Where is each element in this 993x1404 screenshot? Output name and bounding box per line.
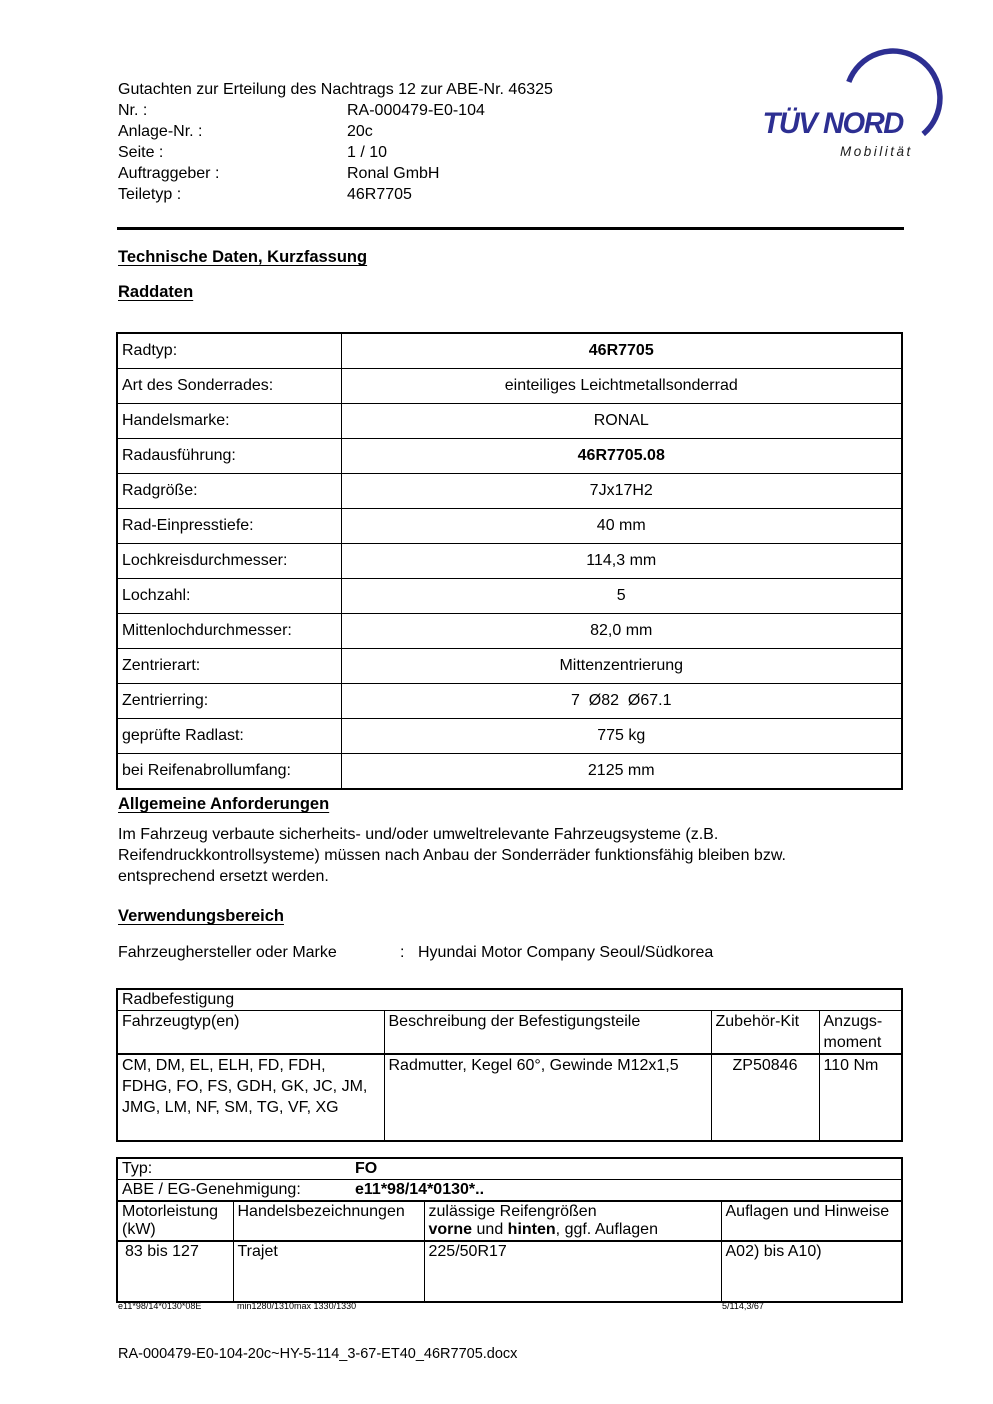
raddaten-label: Handelsmarke: — [117, 404, 341, 439]
raddaten-label: Art des Sonderrades: — [117, 369, 341, 404]
raddaten-label: Radausführung: — [117, 439, 341, 474]
heading-technische-daten: Technische Daten, Kurzfassung — [118, 248, 368, 266]
header-field-row — [118, 163, 553, 184]
col-header-fahrzeugtyp: Fahrzeugtyp(en) — [117, 1011, 384, 1055]
reifengroessen-line1: zulässige Reifengrößen — [428, 1203, 597, 1220]
radbefestigung-title-row — [117, 989, 902, 1011]
cell-handelsbezeichnung: Trajet — [233, 1241, 424, 1302]
radbefestigung-table — [116, 988, 903, 1142]
header-field-row — [118, 121, 553, 142]
raddaten-label: Zentrierart: — [117, 649, 341, 684]
raddaten-value: 7Jx17H2 — [341, 474, 902, 509]
paragraph-line: Im Fahrzeug verbaute sicherheits- und/oder umweltrelevante Fahrzeugsysteme (z.B. — [118, 826, 719, 843]
typ-row — [117, 1158, 902, 1180]
hersteller-separator: : — [400, 944, 405, 961]
raddaten-label: geprüfte Radlast: — [117, 719, 341, 754]
header-field-row — [118, 142, 553, 163]
col-header-anzugsmoment: Anzugs-moment — [819, 1011, 902, 1055]
raddaten-value: Mittenzentrierung — [341, 649, 902, 684]
cell-beschreibung: Radmutter, Kegel 60°, Gewinde M12x1,5 — [384, 1054, 711, 1141]
paragraph-line: Reifendruckkontrollsysteme) müssen nach Anbau der Sonderräder funktionsfähig bleiben bzw. — [118, 847, 786, 864]
col-header-reifengroessen — [424, 1201, 721, 1241]
field-label: Auftraggeber : — [118, 165, 220, 182]
tuv-nord-logo — [748, 36, 958, 166]
cell-zubehoer-kit: ZP50846 — [711, 1054, 819, 1141]
typ-tabelle — [116, 1157, 903, 1303]
raddaten-value: 114,3 mm — [341, 544, 902, 579]
raddaten-label: Rad-Einpresstiefe: — [117, 509, 341, 544]
raddaten-label: Zentrierring: — [117, 684, 341, 719]
raddaten-row — [117, 333, 902, 369]
raddaten-label: Lochzahl: — [117, 579, 341, 614]
col-header-beschreibung: Beschreibung der Befestigungsteile — [384, 1011, 711, 1055]
col-header-zubehoer-kit: Zubehör-Kit — [711, 1011, 819, 1055]
logo-subtitle-text: Mobilität — [840, 144, 913, 159]
raddaten-row — [117, 509, 902, 544]
radbefestigung-header-row — [117, 1011, 902, 1055]
motorleistung-line2: (kW) — [122, 1221, 156, 1238]
raddaten-value: 40 mm — [341, 509, 902, 544]
hersteller-label: Fahrzeughersteller oder Marke — [118, 944, 337, 961]
raddaten-row — [117, 439, 902, 474]
raddaten-row — [117, 684, 902, 719]
col-header-handelsbezeichnungen: Handelsbezeichnungen — [233, 1201, 424, 1241]
raddaten-label: Radtyp: — [117, 333, 341, 369]
raddaten-value: 2125 mm — [341, 754, 902, 790]
header-field-row — [118, 100, 553, 121]
abe-row — [117, 1180, 902, 1202]
footnote-achslasten: min1280/1310max 1330/1330 — [237, 1301, 357, 1311]
abe-label: ABE / EG-Genehmigung: — [122, 1181, 301, 1198]
footer-filename: RA-000479-E0-104-20c~HY-5-114_3-67-ET40_46R7705.docx — [118, 1346, 518, 1362]
raddaten-row — [117, 474, 902, 509]
raddaten-value: 5 — [341, 579, 902, 614]
cell-fahrzeugtypen: CM, DM, EL, ELH, FD, FDH, FDHG, FO, FS, GDH, GK, JC, JM, JMG, LM, NF, SM, TG, VF, XG — [117, 1054, 384, 1141]
typ-data-row — [117, 1241, 902, 1302]
cell-auflagen: A02) bis A10) — [721, 1241, 902, 1302]
col-header-auflagen: Auflagen und Hinweise — [721, 1201, 902, 1241]
raddaten-value: 82,0 mm — [341, 614, 902, 649]
hersteller-value: Hyundai Motor Company Seoul/Südkorea — [418, 944, 714, 961]
typ-cell — [117, 1158, 902, 1180]
field-label: Nr. : — [118, 102, 148, 119]
heading-verwendungsbereich: Verwendungsbereich — [118, 907, 284, 925]
typ-label: Typ: — [122, 1160, 153, 1177]
heading-allgemeine-anforderungen: Allgemeine Anforderungen — [118, 795, 330, 813]
raddaten-value: 775 kg — [341, 719, 902, 754]
doc-header — [118, 79, 553, 205]
heading-raddaten: Raddaten — [118, 283, 194, 301]
cell-motorleistung: 83 bis 127 — [117, 1241, 233, 1302]
raddaten-label: Lochkreisdurchmesser: — [117, 544, 341, 579]
raddaten-label: Radgröße: — [117, 474, 341, 509]
field-value: RA-000479-E0-104 — [347, 102, 485, 119]
typ-value: FO — [355, 1160, 378, 1177]
abe-cell — [117, 1180, 902, 1202]
cell-reifengroessen: 225/50R17 — [424, 1241, 721, 1302]
header-divider — [117, 227, 904, 230]
raddaten-value: 46R7705 — [341, 333, 902, 369]
col-header-motorleistung — [117, 1201, 233, 1241]
reifengroessen-line2: vorne und hinten, ggf. Auflagen — [428, 1221, 658, 1238]
raddaten-value: einteiliges Leichtmetallsonderrad — [341, 369, 902, 404]
raddaten-row — [117, 719, 902, 754]
field-value: Ronal GmbH — [347, 165, 440, 182]
paragraph-line: entsprechend ersetzt werden. — [118, 868, 329, 885]
doc-title: Gutachten zur Erteilung des Nachtrags 12 zur ABE-Nr. 46325 — [118, 81, 553, 98]
field-value: 46R7705 — [347, 186, 412, 203]
raddaten-row — [117, 649, 902, 684]
field-label: Teiletyp : — [118, 186, 182, 203]
field-value: 20c — [347, 123, 373, 140]
raddaten-row — [117, 754, 902, 790]
raddaten-value: 46R7705.08 — [341, 439, 902, 474]
footnote-genehmigung: e11*98/14*0130*08E — [118, 1301, 202, 1311]
raddaten-label: bei Reifenabrollumfang: — [117, 754, 341, 790]
motorleistung-line1: Motorleistung — [122, 1203, 219, 1220]
field-label: Anlage-Nr. : — [118, 123, 203, 140]
field-value: 1 / 10 — [347, 144, 388, 161]
field-label: Seite : — [118, 144, 164, 161]
radbefestigung-title: Radbefestigung — [117, 989, 902, 1011]
header-field-row — [118, 184, 553, 205]
raddaten-row — [117, 369, 902, 404]
tuv-nord-logo-graphic — [748, 36, 958, 166]
raddaten-value: RONAL — [341, 404, 902, 439]
abe-value: e11*98/14*0130*.. — [355, 1181, 485, 1198]
raddaten-row — [117, 579, 902, 614]
footnote-lochkreis: 5/114,3/67 — [722, 1301, 764, 1311]
cell-anzugsmoment: 110 Nm — [819, 1054, 902, 1141]
allgemein-paragraph — [118, 824, 786, 887]
raddaten-row — [117, 404, 902, 439]
raddaten-row — [117, 614, 902, 649]
typ-header-row — [117, 1201, 902, 1241]
hersteller-line — [118, 944, 713, 962]
raddaten-row — [117, 544, 902, 579]
logo-brand-text: TÜV NORD — [762, 106, 903, 141]
raddaten-table — [116, 332, 903, 790]
raddaten-value: 7 Ø82 Ø67.1 — [341, 684, 902, 719]
radbefestigung-data-row — [117, 1054, 902, 1141]
raddaten-label: Mittenlochdurchmesser: — [117, 614, 341, 649]
